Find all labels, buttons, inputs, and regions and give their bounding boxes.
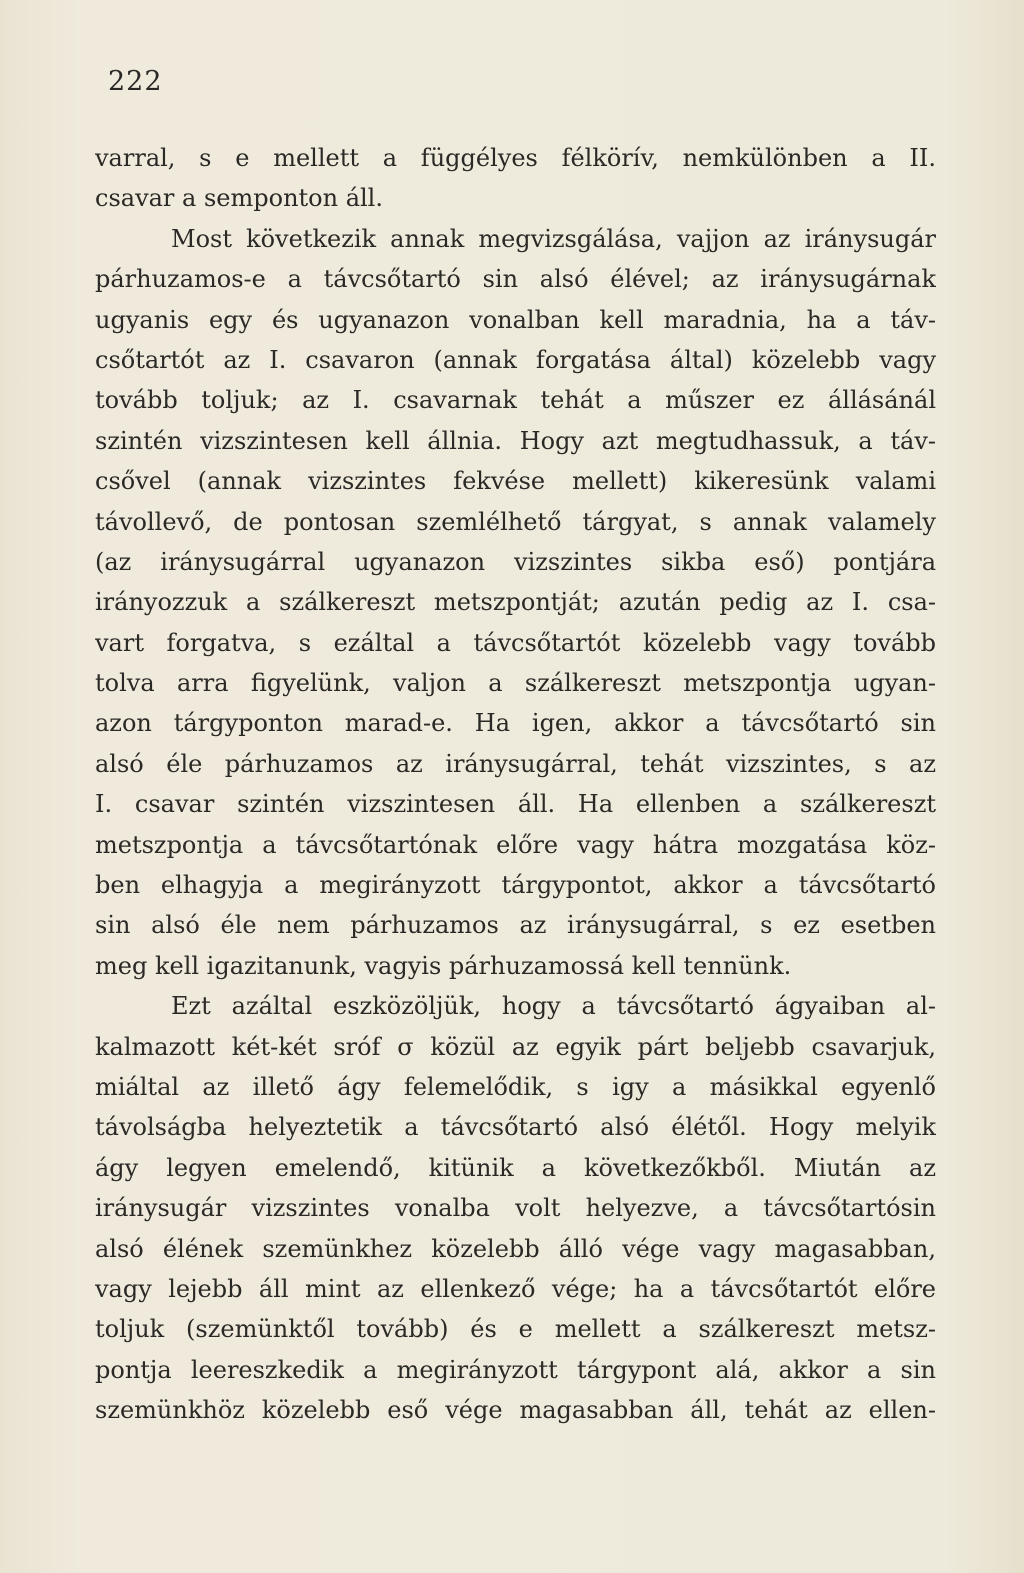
text-line: ágy legyen emelendő, kitünik a következőkből. Miután az xyxy=(95,1153,936,1182)
text-line: azon tárgyponton marad-e. Ha igen, akkor a távcsőtartó sin xyxy=(95,709,936,738)
text-line: (az iránysugárral ugyanazon vizszintes sikba eső) pontjára xyxy=(95,547,936,576)
page-number: 222 xyxy=(108,66,163,97)
text-line: távollevő, de pontosan szemlélhető tárgyat, s annak valamely xyxy=(95,507,936,536)
text-line: szemünkhöz közelebb eső vége magasabban áll, tehát az ellen- xyxy=(95,1396,936,1425)
text-line: vagy lejebb áll mint az ellenkező vége; ha a távcsőtartót előre xyxy=(95,1274,936,1303)
text-line: alsó élének szemünkhez közelebb álló vége vagy magasabban, xyxy=(95,1234,936,1263)
text-line: ben elhagyja a megirányzott tárgypontot, akkor a távcsőtartó xyxy=(95,871,936,900)
text-line: szintén vizszintesen kell állnia. Hogy azt megtudhassuk, a táv- xyxy=(95,426,936,455)
text-line: I. csavar szintén vizszintesen áll. Ha ellenben a szálkereszt xyxy=(95,790,936,819)
text-line: tolva arra figyelünk, valjon a szálkereszt metszpontja ugyan- xyxy=(95,669,936,698)
text-line: párhuzamos-e a távcsőtartó sin alsó élével; az iránysugárnak xyxy=(95,265,936,294)
body-text xyxy=(95,138,936,1431)
text-line: toljuk (szemünktől tovább) és e mellett a szálkereszt metsz- xyxy=(95,1315,936,1344)
text-line: metszpontja a távcsőtartónak előre vagy hátra mozgatása köz- xyxy=(95,830,936,859)
text-line: pontja leereszkedik a megirányzott tárgypont alá, akkor a sin xyxy=(95,1355,936,1384)
text-line: csővel (annak vizszintes fekvése mellett) kikeresünk valami xyxy=(95,467,936,496)
text-line: alsó éle párhuzamos az iránysugárral, tehát vizszintes, s az xyxy=(95,749,936,778)
text-line: varral, s e mellett a függélyes félkörív, nemkülönben a II. xyxy=(95,144,936,172)
text-line: vart forgatva, s ezáltal a távcsőtartót közelebb vagy tovább xyxy=(95,628,936,657)
text-line: irányozzuk a szálkereszt metszpontját; azután pedig az I. csa- xyxy=(95,588,936,617)
text-line: Ezt azáltal eszközöljük, hogy a távcsőtartó ágyaiban al- xyxy=(171,992,936,1021)
text-line: ugyanis egy és ugyanazon vonalban kell maradnia, ha a táv- xyxy=(95,305,936,334)
text-line: kalmazott két-két sróf σ közül az egyik párt beljebb csavarjuk, xyxy=(95,1032,936,1061)
text-line: tovább toljuk; az I. csavarnak tehát a műszer ez állásánál xyxy=(95,386,936,415)
text-line: miáltal az illető ágy felemelődik, s igy a másikkal egyenlő xyxy=(95,1072,936,1101)
text-line: sin alsó éle nem párhuzamos az iránysugárral, s ez esetben xyxy=(95,911,936,940)
text-line: csőtartót az I. csavaron (annak forgatása által) közelebb vagy xyxy=(95,345,936,374)
text-line: csavar a semponton áll. xyxy=(95,184,383,213)
text-line: Most következik annak megvizsgálása, vajjon az iránysugár xyxy=(171,224,936,253)
text-line: iránysugár vizszintes vonalba volt helyezve, a távcsőtartósin xyxy=(95,1194,936,1223)
text-line: távolságba helyeztetik a távcsőtartó alsó élétől. Hogy melyik xyxy=(95,1113,936,1142)
text-line: meg kell igazitanunk, vagyis párhuzamossá kell tennünk. xyxy=(95,951,792,980)
